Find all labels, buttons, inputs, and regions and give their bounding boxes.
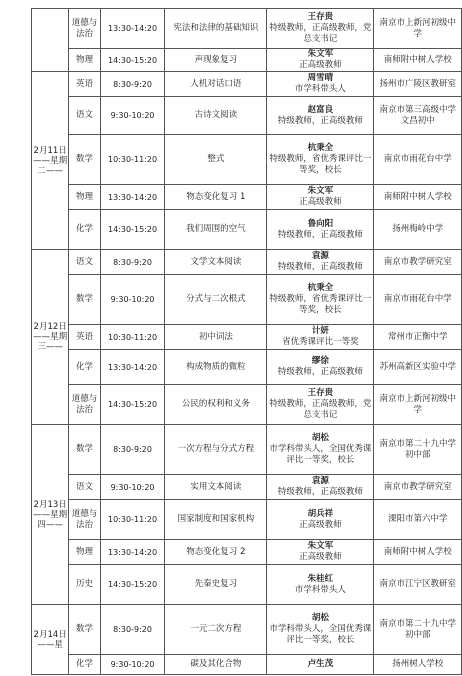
time-cell: 9:30-10:20 xyxy=(100,97,165,135)
time-cell: 9:30-10:20 xyxy=(100,275,165,325)
topic-cell: 分式与二次根式 xyxy=(165,275,267,325)
school-cell: 南京市第三高级中学文昌初中 xyxy=(374,97,462,135)
teacher-name: 朱文军 xyxy=(307,49,334,59)
teacher-name: 杭秉全 xyxy=(307,143,334,153)
teacher-cell xyxy=(267,275,374,325)
schedule-row xyxy=(32,500,462,540)
school-cell: 扬州梅岭中学 xyxy=(374,210,462,250)
teacher-title: 特级教师，正高级教师，党总支书记 xyxy=(269,23,372,44)
school-cell: 溧阳市第六中学 xyxy=(374,500,462,540)
schedule-row xyxy=(32,275,462,325)
teacher-title: 市学科带头人 xyxy=(294,84,346,94)
teacher-cell xyxy=(267,185,374,210)
teacher-title: 特级教师，正高级教师 xyxy=(277,262,363,272)
subject-cell: 语文 xyxy=(69,250,100,275)
teacher-cell xyxy=(267,540,374,565)
teacher-name: 袁源 xyxy=(311,476,329,486)
school-cell: 南京市教学研究室 xyxy=(374,250,462,275)
time-cell: 10:30-11:20 xyxy=(100,500,165,540)
date-cell xyxy=(32,9,69,72)
time-cell: 9:30-10:20 xyxy=(100,475,165,500)
time-cell: 13:30-14:20 xyxy=(100,350,165,385)
schedule-sheet xyxy=(31,8,462,675)
schedule-row xyxy=(32,605,462,655)
schedule-row xyxy=(32,425,462,475)
teacher-name: 杭秉全 xyxy=(307,283,334,293)
subject-cell: 化学 xyxy=(69,210,100,250)
schedule-table xyxy=(31,8,462,675)
teacher-title: 市学科带头人，全国优秀课评比一等奖，校长 xyxy=(269,624,372,645)
time-cell: 13:30-14:20 xyxy=(100,185,165,210)
time-cell: 8:30-9:20 xyxy=(100,425,165,475)
teacher-cell xyxy=(267,49,374,72)
school-cell: 南师附中树人学校 xyxy=(374,49,462,72)
subject-cell: 数学 xyxy=(69,425,100,475)
teacher-title: 市学科带头人，全国优秀课评比一等奖，校长 xyxy=(269,444,372,465)
subject-cell: 语文 xyxy=(69,475,100,500)
subject-cell: 道德与法治 xyxy=(69,500,100,540)
topic-cell: 一次方程与分式方程 xyxy=(165,425,267,475)
schedule-row xyxy=(32,475,462,500)
teacher-title: 特级教师，省优秀课评比一等奖，校长 xyxy=(269,294,372,315)
subject-cell: 物理 xyxy=(69,49,100,72)
topic-cell: 人机对话口语 xyxy=(165,72,267,97)
date-cell: 2月13日——星期四—— xyxy=(32,425,69,605)
time-cell: 13:30-14:20 xyxy=(100,540,165,565)
teacher-cell xyxy=(267,9,374,49)
teacher-title: 正高级教师 xyxy=(299,60,342,70)
school-cell: 扬州市广陵区教研室 xyxy=(374,72,462,97)
teacher-name: 朱桂红 xyxy=(307,573,334,584)
time-cell: 9:30-10:20 xyxy=(100,655,165,675)
topic-cell: 实用文本阅读 xyxy=(165,475,267,500)
teacher-title: 市学科带头人 xyxy=(294,584,346,595)
teacher-name: 赵富良 xyxy=(307,104,334,115)
teacher-cell xyxy=(267,565,374,605)
topic-cell: 国家制度和国家机构 xyxy=(165,500,267,540)
subject-cell: 数学 xyxy=(69,275,100,325)
teacher-cell xyxy=(267,475,374,500)
schedule-row xyxy=(32,97,462,135)
topic-cell: 我们周围的空气 xyxy=(165,210,267,250)
school-cell: 南京市第二十九中学初中部 xyxy=(374,425,462,475)
school-cell: 南京市雨花台中学 xyxy=(374,135,462,185)
teacher-name: 袁源 xyxy=(311,251,329,261)
teacher-cell xyxy=(267,500,374,540)
time-cell: 14:30-15:20 xyxy=(100,565,165,605)
time-cell: 14:30-15:20 xyxy=(100,210,165,250)
teacher-title: 特级教师，正高级教师 xyxy=(277,115,363,126)
teacher-cell xyxy=(267,350,374,385)
subject-cell: 语文 xyxy=(69,97,100,135)
teacher-title: 特级教师，正高级教师 xyxy=(277,487,363,497)
schedule-row xyxy=(32,250,462,275)
topic-cell: 先秦史复习 xyxy=(165,565,267,605)
schedule-row xyxy=(32,655,462,675)
time-cell: 14:30-15:20 xyxy=(100,49,165,72)
topic-cell: 初中词法 xyxy=(165,325,267,350)
subject-cell: 历史 xyxy=(69,565,100,605)
topic-cell: 一元二次方程 xyxy=(165,605,267,655)
teacher-cell xyxy=(267,655,374,675)
teacher-name: 王存贵 xyxy=(307,12,334,22)
teacher-title: 省优秀课评比一等奖 xyxy=(282,337,359,347)
teacher-cell xyxy=(267,72,374,97)
time-cell: 8:30-9:20 xyxy=(100,250,165,275)
teacher-cell xyxy=(267,605,374,655)
schedule-row xyxy=(32,9,462,49)
school-cell: 常州市正衡中学 xyxy=(374,325,462,350)
topic-cell: 碳及其化合物 xyxy=(165,655,267,675)
schedule-row xyxy=(32,565,462,605)
teacher-cell xyxy=(267,210,374,250)
topic-cell: 古诗文阅读 xyxy=(165,97,267,135)
topic-cell: 整式 xyxy=(165,135,267,185)
teacher-title: 特级教师，正高级教师，党总支书记 xyxy=(269,399,372,420)
teacher-cell xyxy=(267,250,374,275)
teacher-title: 特级教师，正高级教师 xyxy=(277,367,363,377)
teacher-name: 缪徐 xyxy=(311,356,329,366)
teacher-name: 计妍 xyxy=(311,326,329,336)
time-cell: 10:30-11:20 xyxy=(100,135,165,185)
schedule-row xyxy=(32,210,462,250)
teacher-name: 周雪晴 xyxy=(307,73,334,83)
school-cell: 南师附中树人学校 xyxy=(374,185,462,210)
schedule-row xyxy=(32,135,462,185)
school-cell: 苏州高新区实验中学 xyxy=(374,350,462,385)
topic-cell: 物态变化复习 2 xyxy=(165,540,267,565)
teacher-name: 卢生茂 xyxy=(307,659,334,669)
school-cell: 南京市上新河初级中学 xyxy=(374,9,462,49)
time-cell: 8:30-9:20 xyxy=(100,72,165,97)
teacher-name: 王存贵 xyxy=(307,388,334,398)
teacher-cell xyxy=(267,135,374,185)
subject-cell: 数学 xyxy=(69,605,100,655)
school-cell: 南京市教学研究室 xyxy=(374,475,462,500)
date-cell: 2月12日——星期三—— xyxy=(32,250,69,425)
time-cell: 8:30-9:20 xyxy=(100,605,165,655)
date-cell: 2月14日——星 xyxy=(32,605,69,675)
subject-cell: 物理 xyxy=(69,185,100,210)
schedule-row xyxy=(32,185,462,210)
teacher-name: 朱文军 xyxy=(307,541,334,551)
school-cell: 南京市第二十九中学初中部 xyxy=(374,605,462,655)
topic-cell: 文学文本阅读 xyxy=(165,250,267,275)
subject-cell: 数学 xyxy=(69,135,100,185)
date-cell: 2月11日——星期二—— xyxy=(32,72,69,250)
schedule-row xyxy=(32,350,462,385)
topic-cell: 物态变化复习 1 xyxy=(165,185,267,210)
subject-cell: 英语 xyxy=(69,72,100,97)
teacher-cell xyxy=(267,97,374,135)
teacher-name: 胡松 xyxy=(311,433,329,443)
schedule-row xyxy=(32,540,462,565)
school-cell: 南师附中树人学校 xyxy=(374,540,462,565)
topic-cell: 宪法和法律的基础知识 xyxy=(165,9,267,49)
time-cell: 14:30-15:20 xyxy=(100,385,165,425)
topic-cell: 公民的权利和义务 xyxy=(165,385,267,425)
subject-cell: 化学 xyxy=(69,350,100,385)
teacher-name: 朱文军 xyxy=(307,186,334,196)
teacher-name: 胡松 xyxy=(311,613,329,623)
school-cell: 南京市雨花台中学 xyxy=(374,275,462,325)
school-cell: 南京市上新河初级中学 xyxy=(374,385,462,425)
school-cell: 扬州树人学校 xyxy=(374,655,462,675)
teacher-cell xyxy=(267,325,374,350)
teacher-name: 鲁向阳 xyxy=(307,218,334,229)
teacher-title: 特级教师，省优秀课评比一等奖，校长 xyxy=(269,154,372,175)
topic-cell: 声现象复习 xyxy=(165,49,267,72)
subject-cell: 道德与法治 xyxy=(69,385,100,425)
subject-cell: 道德与法治 xyxy=(69,9,100,49)
schedule-row xyxy=(32,49,462,72)
teacher-cell xyxy=(267,425,374,475)
subject-cell: 物理 xyxy=(69,540,100,565)
subject-cell: 化学 xyxy=(69,655,100,675)
time-cell: 13:30-14:20 xyxy=(100,9,165,49)
schedule-row xyxy=(32,72,462,97)
teacher-cell xyxy=(267,385,374,425)
teacher-title: 正高级教师 xyxy=(299,552,342,562)
teacher-title: 特级教师，正高级教师 xyxy=(277,229,363,240)
teacher-title: 正高级教师 xyxy=(299,519,342,530)
time-cell: 10:30-11:20 xyxy=(100,325,165,350)
schedule-row xyxy=(32,385,462,425)
school-cell: 南京市江宁区教研室 xyxy=(374,565,462,605)
subject-cell: 英语 xyxy=(69,325,100,350)
teacher-name: 胡兵祥 xyxy=(307,508,334,519)
schedule-row xyxy=(32,325,462,350)
topic-cell: 构成物质的微粒 xyxy=(165,350,267,385)
teacher-title: 正高级教师 xyxy=(299,197,342,207)
